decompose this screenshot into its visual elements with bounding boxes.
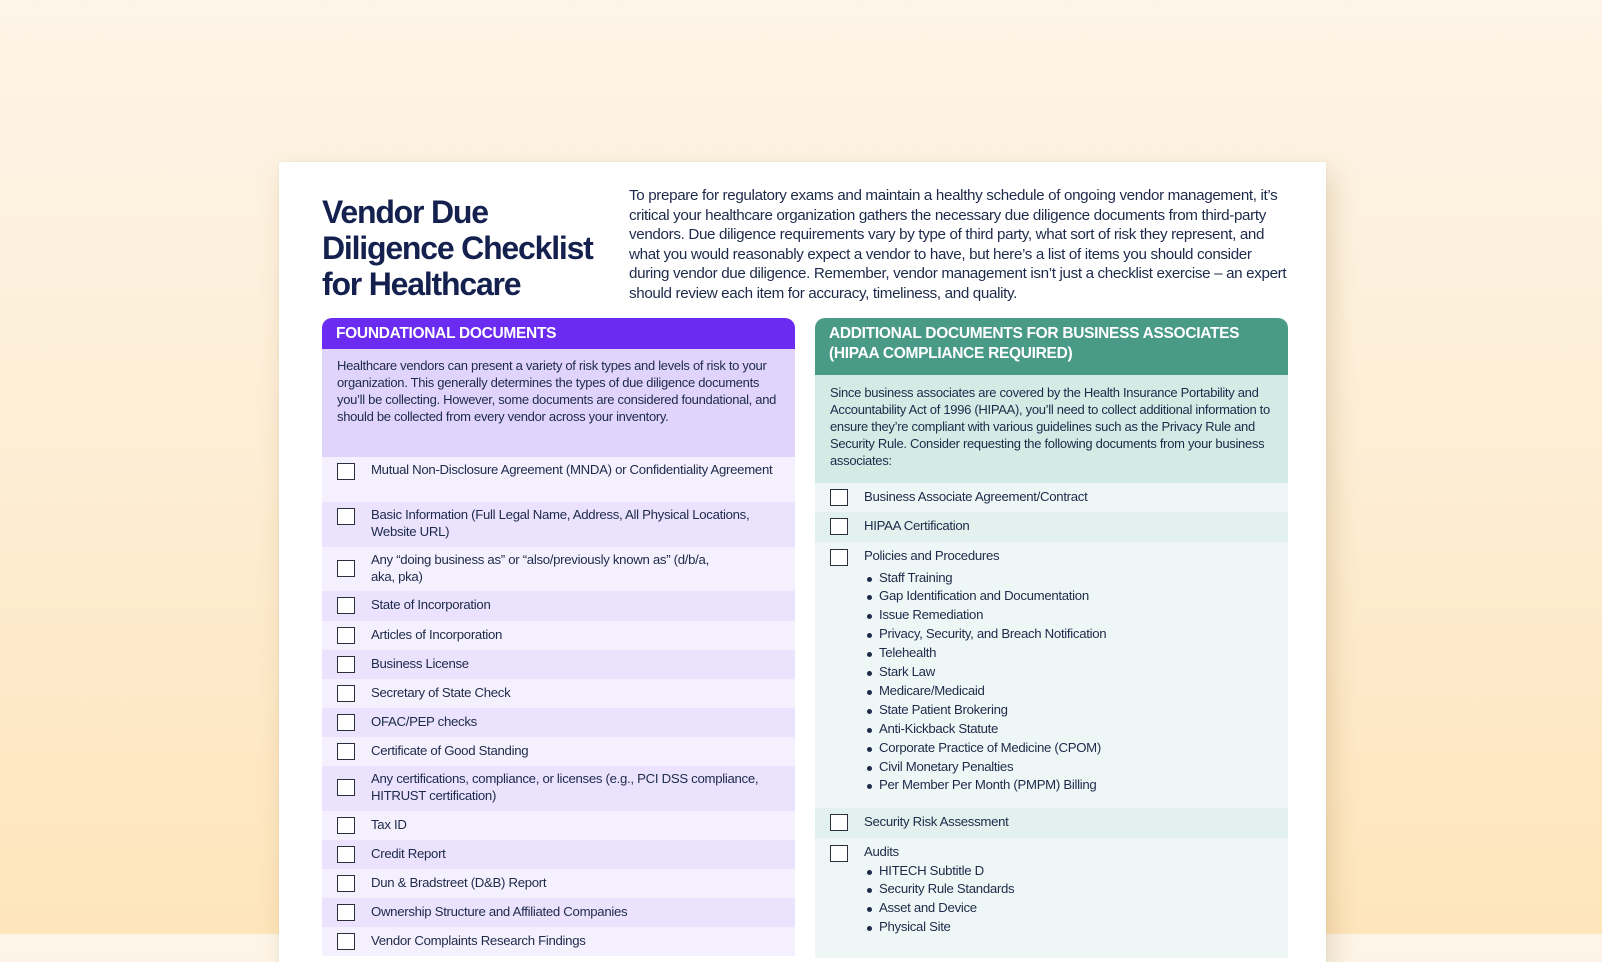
checkbox[interactable] — [337, 875, 355, 892]
checklist-item-label: Dun & Bradstreet (D&B) Report — [371, 875, 547, 890]
checklist-item-label: Any “doing business as” or “also/previously known as” (d/b/a, aka, pka) — [371, 552, 709, 584]
checkbox[interactable] — [337, 817, 355, 834]
checkbox[interactable] — [337, 656, 355, 673]
checklist-item-label: HIPAA Certification — [864, 518, 970, 533]
hipaa-documents-section — [815, 318, 1288, 958]
sub-item: Anti-Kickback Statute — [864, 720, 1274, 739]
checkbox[interactable] — [830, 814, 848, 831]
sub-item: Stark Law — [864, 663, 1274, 682]
checklist-item[interactable] — [322, 927, 795, 956]
sub-item: Medicare/Medicaid — [864, 682, 1274, 701]
checklist-item-label: Basic Information (Full Legal Name, Address, All Physical Locations, Website URL) — [371, 507, 750, 539]
checklist-item[interactable] — [322, 650, 795, 679]
intro-paragraph: To prepare for regulatory exams and maintain a healthy schedule of ongoing vendor management, it’s critical your healthcare organization gathers the necessary due diligence documents from third-party vendors. Due diligence requirements vary by type of third party, what sort of risk they represent, and what you would reasonably expect a vendor to have, but here’s a list of items you should consider during vendor due diligence. Remember, vendor management isn’t just a checklist exercise – an expert should review each item for accuracy, timeliness, and quality. — [629, 187, 1287, 302]
checklist-item-label: State of Incorporation — [371, 597, 491, 612]
checkbox[interactable] — [337, 933, 355, 950]
sub-item: Issue Remediation — [864, 606, 1274, 625]
sub-item: Gap Identification and Documentation — [864, 587, 1274, 606]
checkbox[interactable] — [337, 779, 355, 796]
checkbox[interactable] — [337, 685, 355, 702]
sub-item: State Patient Brokering — [864, 701, 1274, 720]
checkbox[interactable] — [337, 714, 355, 731]
checkbox[interactable] — [337, 904, 355, 921]
checkbox[interactable] — [337, 627, 355, 644]
checklist-item[interactable] — [322, 457, 795, 502]
sub-item: HITECH Subtitle D — [864, 862, 1274, 881]
foundational-documents-section — [322, 318, 795, 956]
checklist-item[interactable] — [815, 483, 1288, 512]
sub-item: Per Member Per Month (PMPM) Billing — [864, 776, 1274, 795]
checklist-item[interactable] — [322, 502, 795, 547]
checkbox[interactable] — [337, 846, 355, 863]
sub-item: Privacy, Security, and Breach Notification — [864, 625, 1274, 644]
checklist-item[interactable] — [815, 808, 1288, 838]
checkbox[interactable] — [830, 489, 848, 506]
checklist-item[interactable] — [322, 621, 795, 650]
checklist-item-label: OFAC/PEP checks — [371, 714, 477, 729]
sub-item: Telehealth — [864, 644, 1274, 663]
checklist-item-label: Policies and Procedures — [864, 548, 1000, 563]
checklist-item-label: Vendor Complaints Research Findings — [371, 933, 586, 948]
checklist-item[interactable] — [322, 679, 795, 708]
checklist-item[interactable] — [322, 869, 795, 898]
checklist-item-label: Credit Report — [371, 846, 446, 861]
sub-item: Security Rule Standards — [864, 880, 1274, 899]
checkbox[interactable] — [830, 549, 848, 566]
checklist-item[interactable] — [322, 811, 795, 840]
checklist-item[interactable] — [815, 542, 1288, 808]
section-header: ADDITIONAL DOCUMENTS FOR BUSINESS ASSOCIATES (HIPAA COMPLIANCE REQUIRED) — [815, 318, 1288, 375]
sub-item: Civil Monetary Penalties — [864, 758, 1274, 777]
sub-item-list — [864, 569, 1274, 796]
section-description: Healthcare vendors can present a variety of risk types and levels of risk to your organization. This generally determines the types of due diligence documents you’ll be collecting. However, some documents are considered foundational, and should be collected from every vendor across your inventory. — [322, 349, 795, 457]
checklist-page — [279, 162, 1326, 962]
checklist-item[interactable] — [322, 708, 795, 737]
checklist-item[interactable] — [815, 512, 1288, 542]
checkbox[interactable] — [337, 597, 355, 614]
checklist-item-label: Business Associate Agreement/Contract — [864, 489, 1088, 504]
checklist-item-label: Business License — [371, 656, 469, 671]
checkbox[interactable] — [337, 743, 355, 760]
checklist-item[interactable] — [322, 547, 795, 591]
checklist-item-label: Any certifications, compliance, or licenses (e.g., PCI DSS compliance, HITRUST certification) — [371, 771, 759, 803]
sub-item: Asset and Device — [864, 899, 1274, 918]
checklist-item-label: Ownership Structure and Affiliated Companies — [371, 904, 628, 919]
sub-item: Staff Training — [864, 569, 1274, 588]
checklist-item-label: Security Risk Assessment — [864, 814, 1009, 829]
checklist-item[interactable] — [322, 840, 795, 869]
checklist-item-label: Audits — [864, 844, 899, 859]
checklist-item-label: Tax ID — [371, 817, 407, 832]
sub-item-list — [864, 862, 1274, 938]
checklist-item-label: Mutual Non-Disclosure Agreement (MNDA) or Confidentiality Agreement — [371, 462, 773, 477]
checkbox[interactable] — [337, 560, 355, 577]
checkbox[interactable] — [337, 508, 355, 525]
section-description: Since business associates are covered by the Health Insurance Portability and Accountability Act of 1996 (HIPAA), you’ll need to collect additional information to ensure they’re compliant with various guidelines such as the Privacy Rule and Security Rule. Consider requesting the following documents from your business associates: — [815, 375, 1288, 483]
checklist-item-label: Articles of Incorporation — [371, 627, 503, 642]
checklist-item[interactable] — [322, 898, 795, 927]
checklist-item[interactable] — [322, 737, 795, 766]
sub-item: Corporate Practice of Medicine (CPOM) — [864, 739, 1274, 758]
checklist-item[interactable] — [815, 838, 1288, 958]
section-header: FOUNDATIONAL DOCUMENTS — [322, 318, 795, 349]
checklist-item-label: Certificate of Good Standing — [371, 743, 529, 758]
checklist-item[interactable] — [322, 766, 795, 811]
checkbox[interactable] — [830, 518, 848, 535]
checklist-item[interactable] — [322, 591, 795, 621]
sub-item: Physical Site — [864, 918, 1274, 937]
checklist-item-label: Secretary of State Check — [371, 685, 511, 700]
page-title: Vendor Due Diligence Checklist for Healthcare — [322, 194, 593, 302]
checkbox[interactable] — [337, 463, 355, 480]
checkbox[interactable] — [830, 845, 848, 862]
